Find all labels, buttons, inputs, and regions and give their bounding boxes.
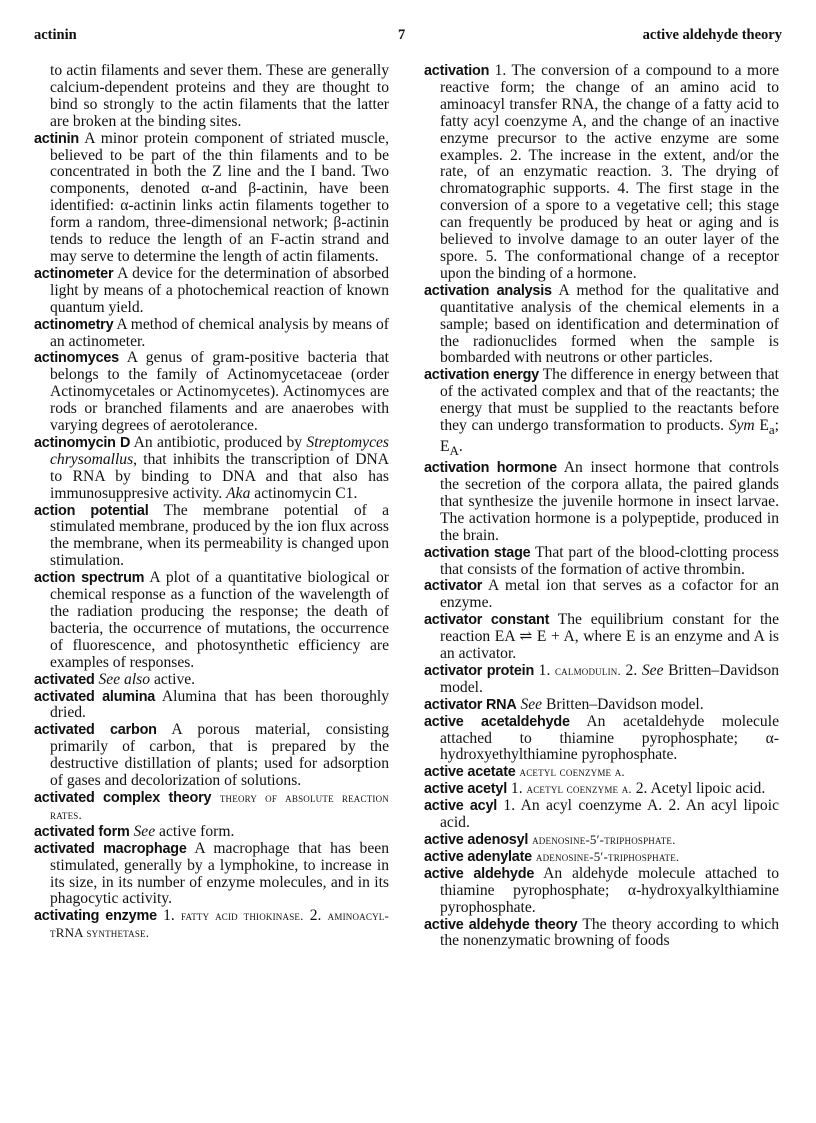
dictionary-entry <box>424 63 779 283</box>
definition-text: active. <box>150 670 196 688</box>
italic-text: See <box>520 695 543 713</box>
dictionary-entry <box>424 714 779 765</box>
definition-text: Britten–Davidson model. <box>542 695 704 713</box>
dictionary-entry <box>34 824 389 841</box>
entry-headword: active adenosyl <box>424 832 529 848</box>
dictionary-entry <box>34 722 389 790</box>
entry-headword: action potential <box>34 502 149 519</box>
cross-reference: adenosine-5′-triphosphate. <box>535 848 680 864</box>
entry-headword: active acetyl <box>424 781 508 798</box>
definition-text: 1. <box>156 907 181 925</box>
italic-text: Streptomyces chrysomallus <box>50 433 389 468</box>
definition-text: An acetaldehyde molecule attached to thiamine pyrophosphate; α-hydroxyethylthiamine pyrophosphate. <box>440 712 779 764</box>
cross-reference: acetyl coenzyme a. <box>519 764 625 780</box>
definition-text: 2. Acetyl lipoic acid. <box>631 780 766 798</box>
dictionary-entry <box>424 663 779 697</box>
dictionary-entry <box>424 578 779 612</box>
definition-text: 1. The conversion of a compound to a more reactive form; the change of an amino acid to aminoacyl transfer RNA, the change of a fatty acid to fatty acyl coenzyme A, and the change of an inactive enzyme precursor to the active enzyme are some examples. 2. The increase in the extent, and/or the rate, of an enzymatic reaction. 3. The drying of chromatographic supports. 4. The first stage in the conversion of a spore to a vegetative cell; this stage can frequently be produced by heat or aging and is believed to involve damage to an outer layer of the spore. 5. The conformational change of a receptor upon the binding of a hormone. <box>440 62 779 282</box>
dictionary-entry <box>424 832 779 849</box>
dictionary-entry <box>424 283 779 368</box>
entry-headword: activator constant <box>424 612 550 629</box>
definition-text: 1. <box>507 780 527 798</box>
entry-headword: activating enzyme <box>34 908 157 925</box>
definition-text: An aldehyde molecule attached to thiamine pyrophosphate; α-hydroxyalkylthiamine pyrophosphate. <box>440 864 779 916</box>
cross-reference: calmodulin. <box>554 662 621 678</box>
dictionary-entry <box>34 435 389 503</box>
entry-headword: activated complex theory <box>34 789 212 806</box>
dictionary-entry <box>34 689 389 723</box>
dictionary-entry <box>34 317 389 351</box>
definition-text: 2. <box>303 907 328 925</box>
entry-headword: activated form <box>34 823 130 840</box>
definition-text: A method for the qualitative and quantitative analysis of the chemical elements in a sample; based on identification and determination of the radionuclides formed when the sample is bombarded with neutrons or other particles. <box>440 281 779 367</box>
dictionary-entry <box>34 908 389 942</box>
definition-text: E <box>754 417 769 435</box>
subscript: a <box>768 422 775 438</box>
dictionary-entry <box>34 790 389 824</box>
definition-text: 1. <box>534 661 555 679</box>
definition-text: Britten–Davidson model. <box>440 661 779 696</box>
definition-text: Alumina that has been thoroughly dried. <box>50 687 389 722</box>
definition-text: . <box>458 438 463 456</box>
definition-text: A porous material, consisting primarily of carbon, that is prepared by the destructive distillation of plants; used for adsorption of gases and decolorization of solutions. <box>50 721 390 790</box>
definition-text: An antibiotic, produced by <box>130 433 307 451</box>
dictionary-entry <box>424 849 779 866</box>
dictionary-entry <box>424 545 779 579</box>
definition-text: The equilibrium constant for the reaction EA ⇌ E + A, where E is an enzyme and A is an activator. <box>440 611 779 663</box>
definition-text: A minor protein component of striated muscle, believed to be part of the thin filaments and to be concentrated in both the Z line and the I band. Two components, denoted α-and β-actinin, have been identified: α-actinin links actin filaments together to form a random, three-dimensional network; β-actinin tends to reduce the length of an F-actin strand and may serve to determine the length of actin filaments. <box>50 129 389 265</box>
right-column <box>424 63 779 950</box>
definition-text: A device for the determination of absorbed light by means of a photochemical reaction of known quantum yield. <box>50 264 389 316</box>
dictionary-entry <box>34 570 389 671</box>
entry-headword: activator RNA <box>424 696 517 713</box>
definition-text: to actin filaments and sever them. These are generally calcium-dependent proteins and they are thought to bind so strongly to the actin filaments that the latter are broken at the binding sites. <box>50 62 389 130</box>
definition-text: An insect hormone that controls the secretion of the corpora allata, the paired glands that synthesize the juvenile hormone in insect larvae. The activation hormone is a polypeptide, produced in the brain. <box>440 459 779 544</box>
definition-text: active form. <box>155 822 235 840</box>
definition-text: , that inhibits the transcription of DNA to RNA by binding to DNA and that also has immunosuppresive activity. <box>50 450 389 502</box>
entry-headword: active acyl <box>424 798 498 815</box>
definition-text: A method of chemical analysis by means of an actinometer. <box>50 315 389 350</box>
italic-text: See also <box>98 670 151 688</box>
dictionary-entry <box>424 612 779 663</box>
entry-headword: actinomycin D <box>34 434 131 451</box>
entry-headword: activation stage <box>424 544 531 561</box>
cross-reference: theory of absolute reaction rates. <box>50 789 389 822</box>
entry-headword: actinin <box>34 130 79 147</box>
italic-text: See <box>641 661 664 679</box>
entry-headword: activated carbon <box>34 722 157 739</box>
entry-headword: activated macrophage <box>34 840 187 857</box>
entry-headword: activated <box>34 671 95 688</box>
cross-reference: aminoacyl-tRNA synthetase. <box>50 908 389 941</box>
definition-text: 2. <box>620 661 642 679</box>
entry-headword: active acetate <box>424 764 516 781</box>
entry-headword: activation hormone <box>424 460 557 477</box>
dictionary-entry <box>424 367 779 460</box>
dictionary-entry <box>424 764 779 781</box>
definition-text: ; E <box>440 417 779 456</box>
dictionary-entry <box>424 697 779 714</box>
entry-headword: activation <box>424 63 490 79</box>
dictionary-entry <box>424 866 779 917</box>
cross-reference: acetyl coenzyme a. <box>526 781 632 797</box>
left-column <box>34 63 389 942</box>
dictionary-entry <box>34 350 389 435</box>
subscript: A <box>449 443 459 459</box>
dictionary-entry <box>34 63 389 131</box>
cross-reference: fatty acid thiokinase. <box>180 908 304 924</box>
entry-headword: activation energy <box>424 367 539 384</box>
entry-headword: activator protein <box>424 662 535 679</box>
header-left-guideword: actinin <box>34 27 77 43</box>
italic-text: Sym <box>728 417 755 435</box>
dictionary-entry <box>424 798 779 832</box>
definition-text: A genus of gram-positive bacteria that belongs to the family of Actinomycetaceae (order Actinomycetales or Actinomycetes). Actinomyces are rods or branched filaments and are anaerobes with varying degrees of aerotolerance. <box>50 349 389 435</box>
dictionary-entry <box>424 781 779 798</box>
entry-headword: active adenylate <box>424 848 532 865</box>
entry-headword: active acetaldehyde <box>424 713 570 730</box>
entry-headword: actinometer <box>34 265 114 282</box>
entry-headword: actinomyces <box>34 350 119 367</box>
entry-headword: action spectrum <box>34 570 145 587</box>
entry-headword: activation analysis <box>424 282 552 299</box>
entry-headword: activator <box>424 578 483 595</box>
definition-text: The membrane potential of a stimulated membrane, produced by the ion flux across the membrane, when its permeability is changed upon stimulation. <box>50 501 389 570</box>
definition-text: 1. An acyl coenzyme A. 2. An acyl lipoic acid. <box>440 797 779 832</box>
entry-headword: actinometry <box>34 316 114 333</box>
dictionary-entry <box>424 460 779 545</box>
dictionary-entry <box>34 672 389 689</box>
definition-text: The difference in energy between that of the activated complex and that of the reactants; the energy that must be supplied to the reactants before they can undergo transformation to products. <box>440 366 780 435</box>
dictionary-entry <box>34 503 389 571</box>
italic-text: Aka <box>226 484 251 502</box>
definition-text: That part of the blood-clotting process that consists of the formation of active thrombin. <box>440 543 779 578</box>
dictionary-entry <box>34 131 389 266</box>
entry-headword: active aldehyde <box>424 865 535 882</box>
cross-reference: adenosine-5′-triphosphate. <box>532 832 676 847</box>
page-number: 7 <box>398 27 406 43</box>
header-right-guideword: active aldehyde theory <box>642 27 782 43</box>
dictionary-entry <box>34 841 389 909</box>
definition-text: The theory according to which the nonenzymatic browning of foods <box>440 915 779 950</box>
entry-headword: activated alumina <box>34 688 156 705</box>
entry-headword: active aldehyde theory <box>424 916 578 933</box>
italic-text: See <box>133 822 156 840</box>
definition-text <box>211 789 220 806</box>
definition-text: A metal ion that serves as a cofactor for an enzyme. <box>440 577 779 612</box>
definition-text: A macrophage that has been stimulated, generally by a lymphokine, to increase in its size, in its number of enzyme molecules, and in its phagocytic activity. <box>50 839 389 908</box>
dictionary-entry <box>34 266 389 317</box>
definition-text: A plot of a quantitative biological or chemical response as a function of the wavelength of the radiation producing the response; the death of bacteria, the occurrence of mutations, the occurrence of fluorescence, and photosynthetic efficiency are examples of responses. <box>50 569 389 671</box>
definition-text: actinomycin C1. <box>250 484 358 502</box>
dictionary-entry <box>424 917 779 951</box>
